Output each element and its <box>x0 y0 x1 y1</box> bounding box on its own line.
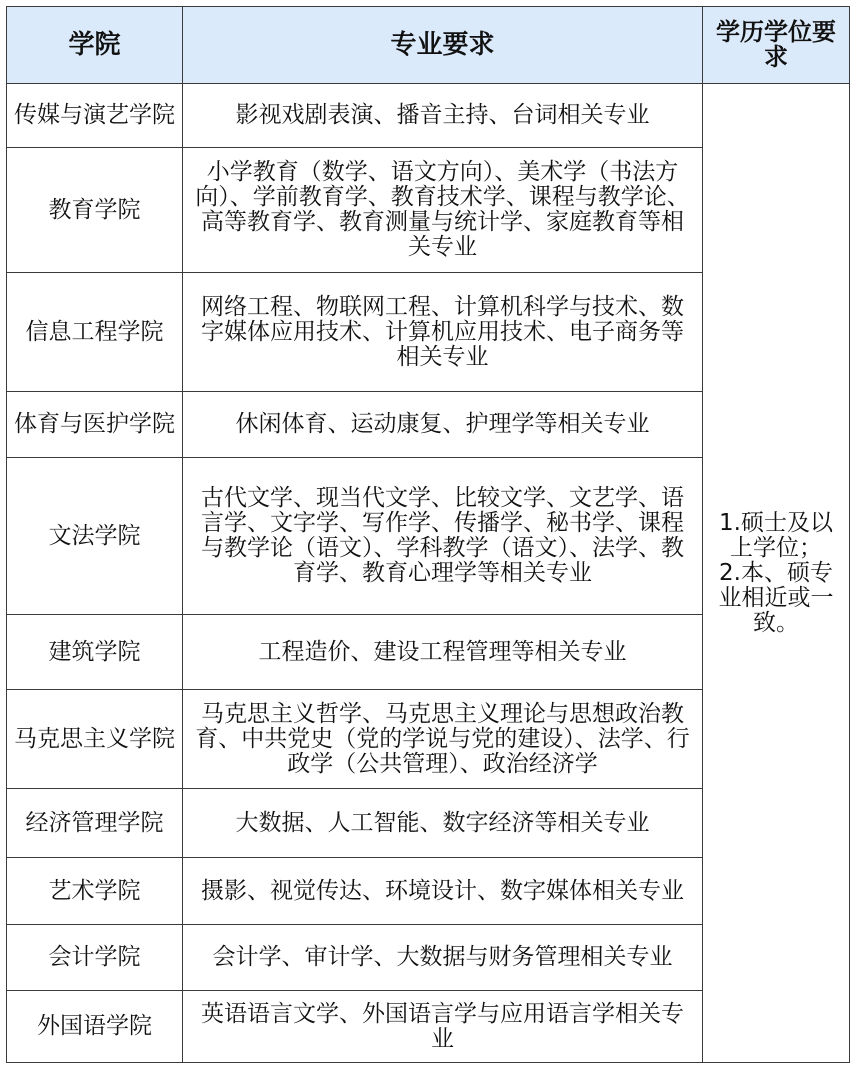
college-cell: 经济管理学院 <box>7 789 183 858</box>
requirements-table <box>6 6 850 1063</box>
header-college: 学院 <box>7 7 183 84</box>
college-cell: 外国语学院 <box>7 991 183 1063</box>
major-cell: 马克思主义哲学、马克思主义理论与思想政治教育、中共党史（党的学说与党的建设）、法学、行政学（公共管理）、政治经济学 <box>183 690 703 789</box>
header-row <box>7 7 850 84</box>
major-cell: 工程造价、建设工程管理等相关专业 <box>183 615 703 690</box>
header-degree: 学历学位要求 <box>703 7 850 84</box>
college-cell: 文法学院 <box>7 458 183 615</box>
major-cell: 摄影、视觉传达、环境设计、数字媒体相关专业 <box>183 858 703 925</box>
college-cell: 信息工程学院 <box>7 273 183 392</box>
college-cell: 传媒与演艺学院 <box>7 84 183 148</box>
degree-line-1: 1.硕士及以上学位； <box>719 509 833 561</box>
major-cell: 休闲体育、运动康复、护理学等相关专业 <box>183 392 703 458</box>
major-cell: 会计学、审计学、大数据与财务管理相关专业 <box>183 925 703 991</box>
major-cell: 影视戏剧表演、播音主持、台词相关专业 <box>183 84 703 148</box>
table-row <box>7 84 850 148</box>
college-cell: 会计学院 <box>7 925 183 991</box>
major-cell: 大数据、人工智能、数字经济等相关专业 <box>183 789 703 858</box>
college-cell: 艺术学院 <box>7 858 183 925</box>
major-cell: 小学教育（数学、语文方向）、美术学（书法方向）、学前教育学、教育技术学、课程与教学论、高等教育学、教育测量与统计学、家庭教育等相关专业 <box>183 148 703 273</box>
degree-requirement-cell <box>703 84 850 1063</box>
college-cell: 体育与医护学院 <box>7 392 183 458</box>
college-cell: 建筑学院 <box>7 615 183 690</box>
header-major: 专业要求 <box>183 7 703 84</box>
major-cell: 古代文学、现当代文学、比较文学、文艺学、语言学、文字学、写作学、传播学、秘书学、课程与教学论（语文）、学科教学（语文）、法学、教育学、教育心理学等相关专业 <box>183 458 703 615</box>
college-cell: 马克思主义学院 <box>7 690 183 789</box>
major-cell: 网络工程、物联网工程、计算机科学与技术、数字媒体应用技术、计算机应用技术、电子商务等相关专业 <box>183 273 703 392</box>
major-cell: 英语语言文学、外国语言学与应用语言学相关专业 <box>183 991 703 1063</box>
college-cell: 教育学院 <box>7 148 183 273</box>
degree-line-2: 2.本、硕专业相近或一致。 <box>718 559 834 636</box>
